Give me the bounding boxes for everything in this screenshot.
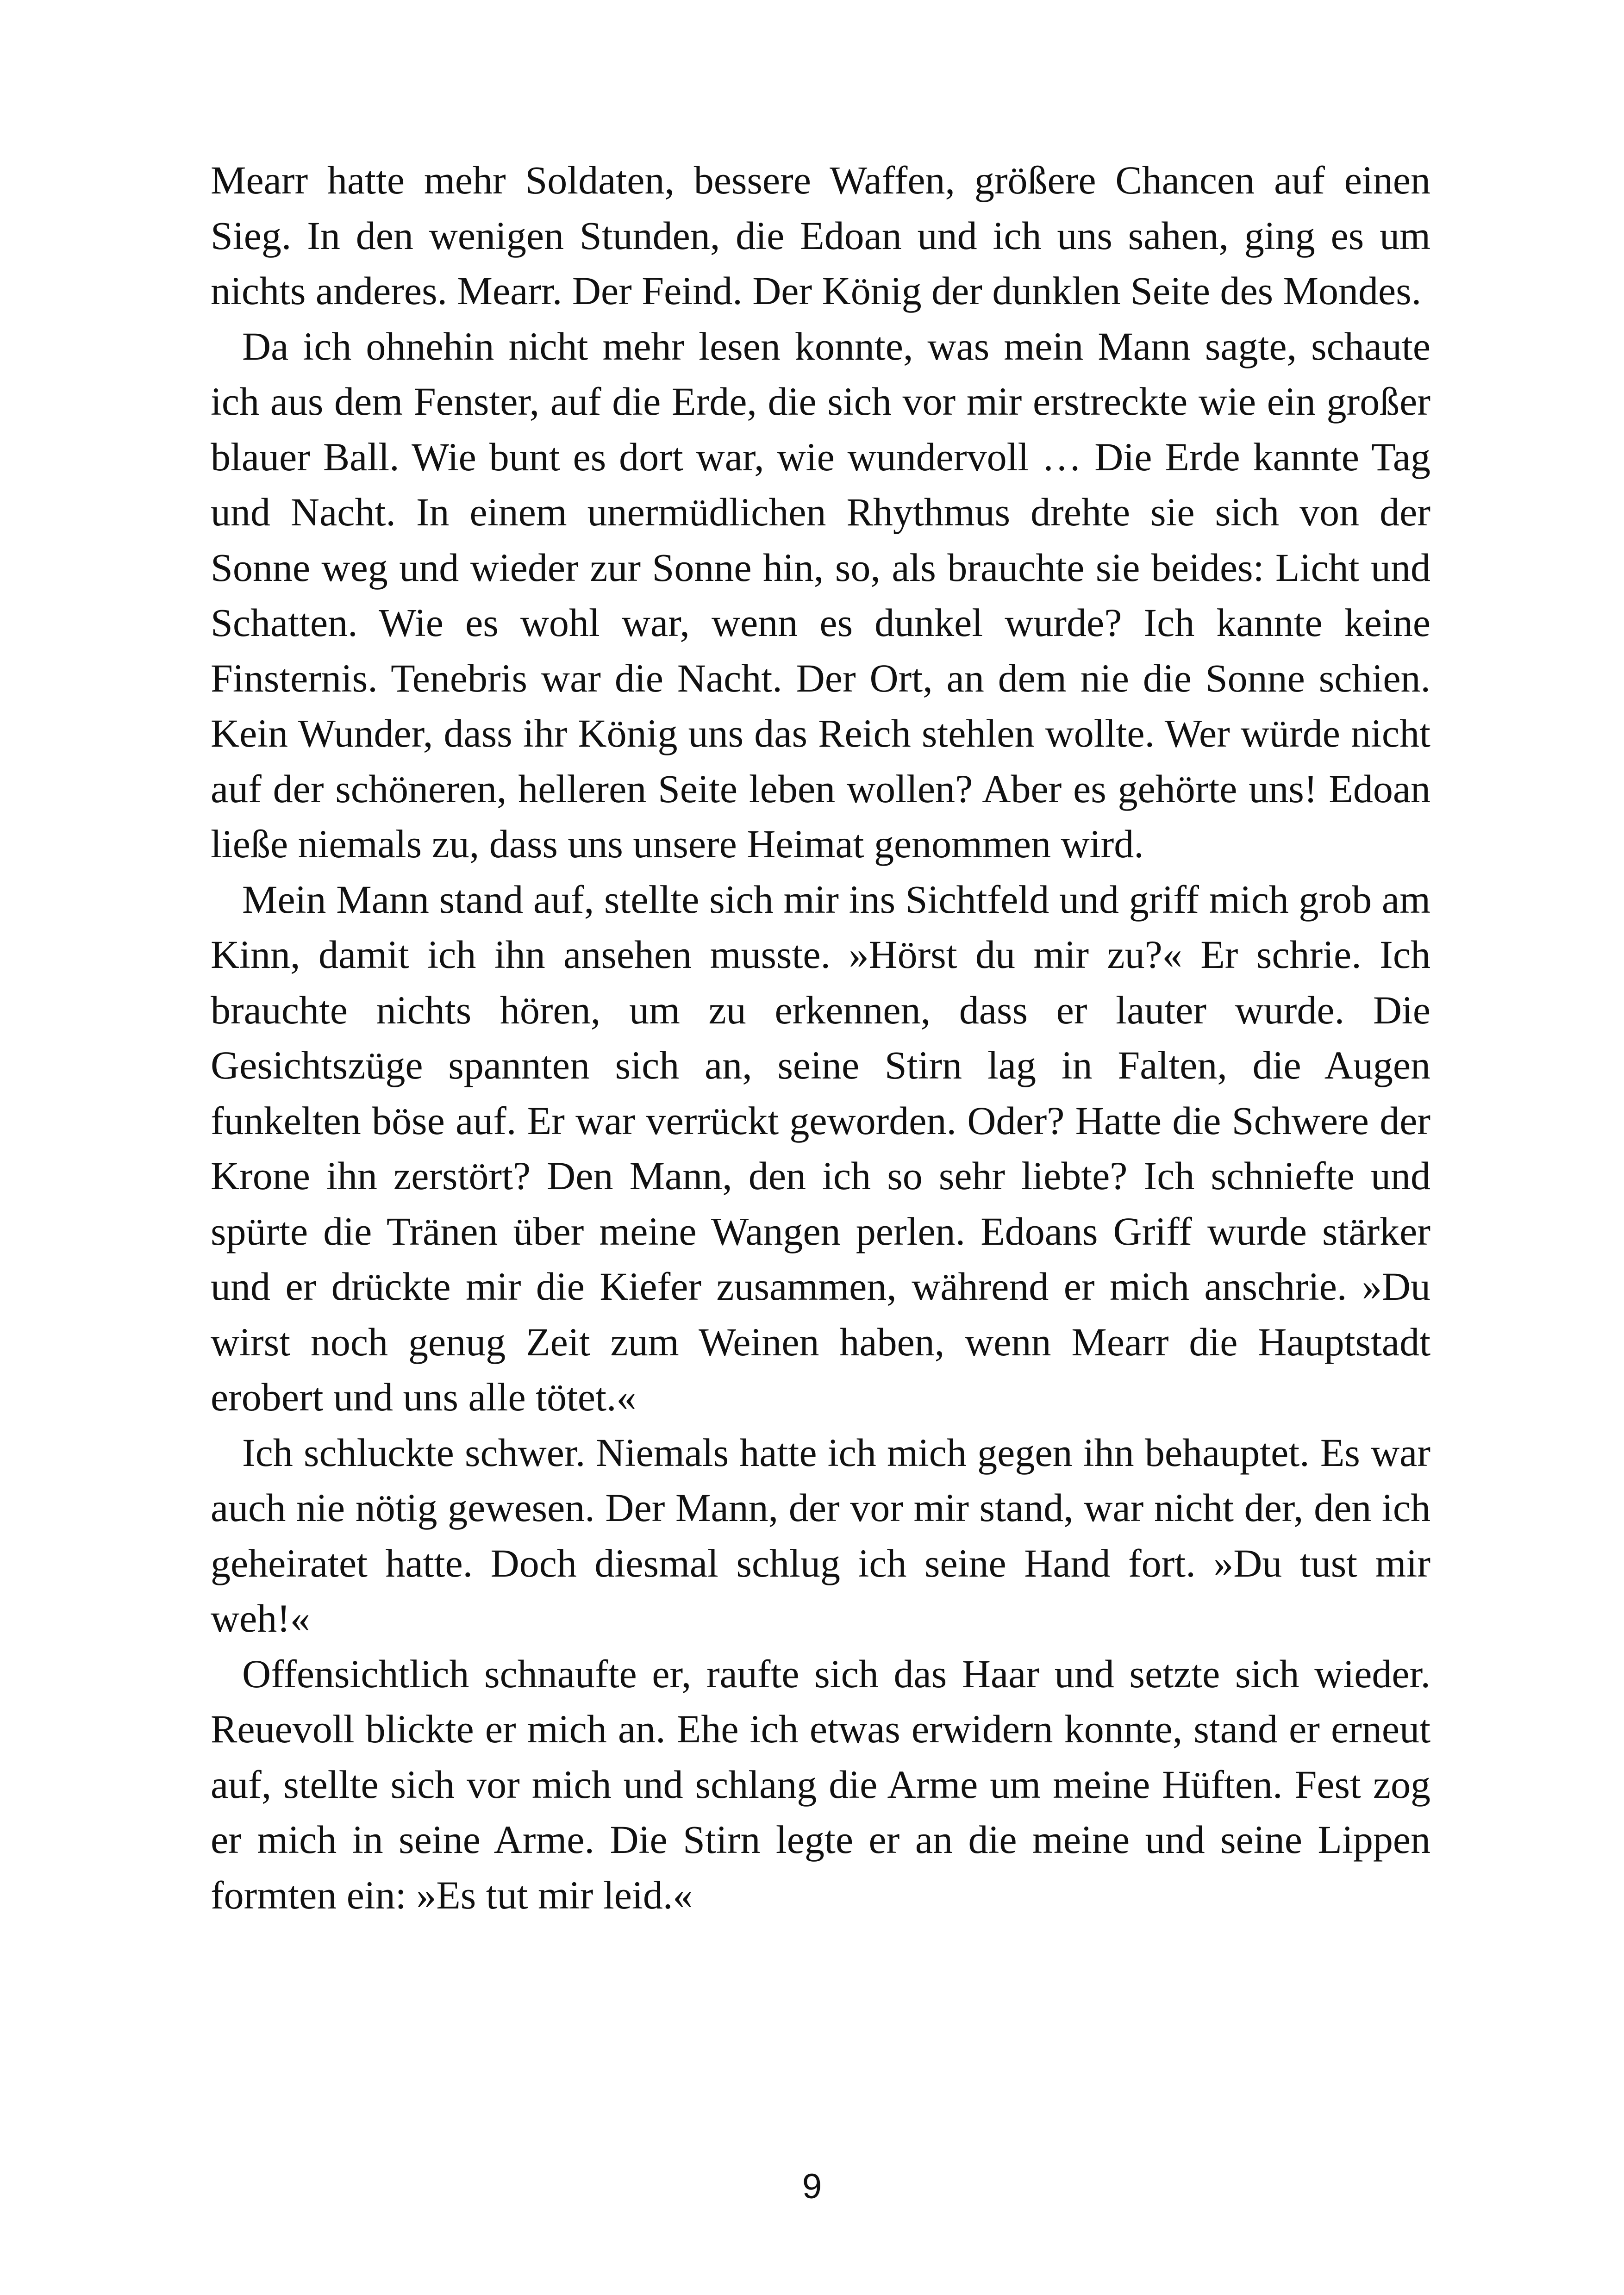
page-number: 9 (802, 2167, 822, 2206)
paragraph-2: Da ich ohnehin nicht mehr lesen konnte, was mein Mann sagte, schaute ich aus dem Fenster, auf die Erde, die sich vor mir erstreckte wie ein großer blauer Ball. Wie bunt es dort war, wie wundervoll … Die Erde kannte Tag und Nacht. In einem unermüdlichen Rhythmus drehte sie sich von der Sonne weg und wieder zur Sonne hin, so, als brauchte sie beides: Licht und Schatten. Wie es wohl war, wenn es dunkel wurde? Ich kannte keine Finsternis. Tenebris war die Nacht. Der Ort, an dem nie die Sonne schien. Kein Wunder, dass ihr König uns das Reich stehlen wollte. Wer würde nicht auf der schöneren, helleren Seite leben wollen? Aber es gehörte uns! Edoan ließe niemals zu, dass uns unsere Heimat genommen wird. (211, 324, 1430, 866)
paragraph-3: Mein Mann stand auf, stellte sich mir ins Sichtfeld und griff mich grob am Kinn, damit ich ihn ansehen musste. »Hörst du mir zu?« Er schrie. Ich brauchte nichts hören, um zu erkennen, dass er lauter wurde. Die Gesichtszüge spannten sich an, seine Stirn lag in Falten, die Augen funkelten böse auf. Er war verrückt geworden. Oder? Hatte die Schwere der Krone ihn zerstört? Den Mann, den ich so sehr liebte? Ich schniefte und spürte die Tränen über meine Wangen perlen. Edoans Griff wurde stärker und er drückte mir die Kiefer zusammen, während er mich anschrie. »Du wirst noch genug Zeit zum Weinen haben, wenn Mearr die Hauptstadt erobert und uns alle tötet.« (211, 877, 1430, 1419)
paragraph-5: Offensichtlich schnaufte er, raufte sich das Haar und setzte sich wieder. Reuevoll blickte er mich an. Ehe ich etwas erwidern konnte, stand er erneut auf, stellte sich vor mich und schlang die Arme um meine Hüften. Fest zog er mich in seine Arme. Die Stirn legte er an die meine und seine Lippen formten ein: »Es tut mir leid.« (211, 1651, 1430, 1917)
body-text (211, 153, 1430, 1923)
paragraph-4: Ich schluckte schwer. Niemals hatte ich mich gegen ihn behauptet. Es war auch nie nötig gewesen. Der Mann, der vor mir stand, war nicht der, den ich geheiratet hatte. Doch diesmal schlug ich seine Hand fort. »Du tust mir weh!« (211, 1430, 1430, 1640)
paragraph-1: Mearr hatte mehr Soldaten, bessere Waffen, größere Chancen auf einen Sieg. In den wenigen Stunden, die Edoan und ich uns sahen, ging es um nichts anderes. Mearr. Der Feind. Der König der dunklen Seite des Mondes. (211, 158, 1430, 313)
